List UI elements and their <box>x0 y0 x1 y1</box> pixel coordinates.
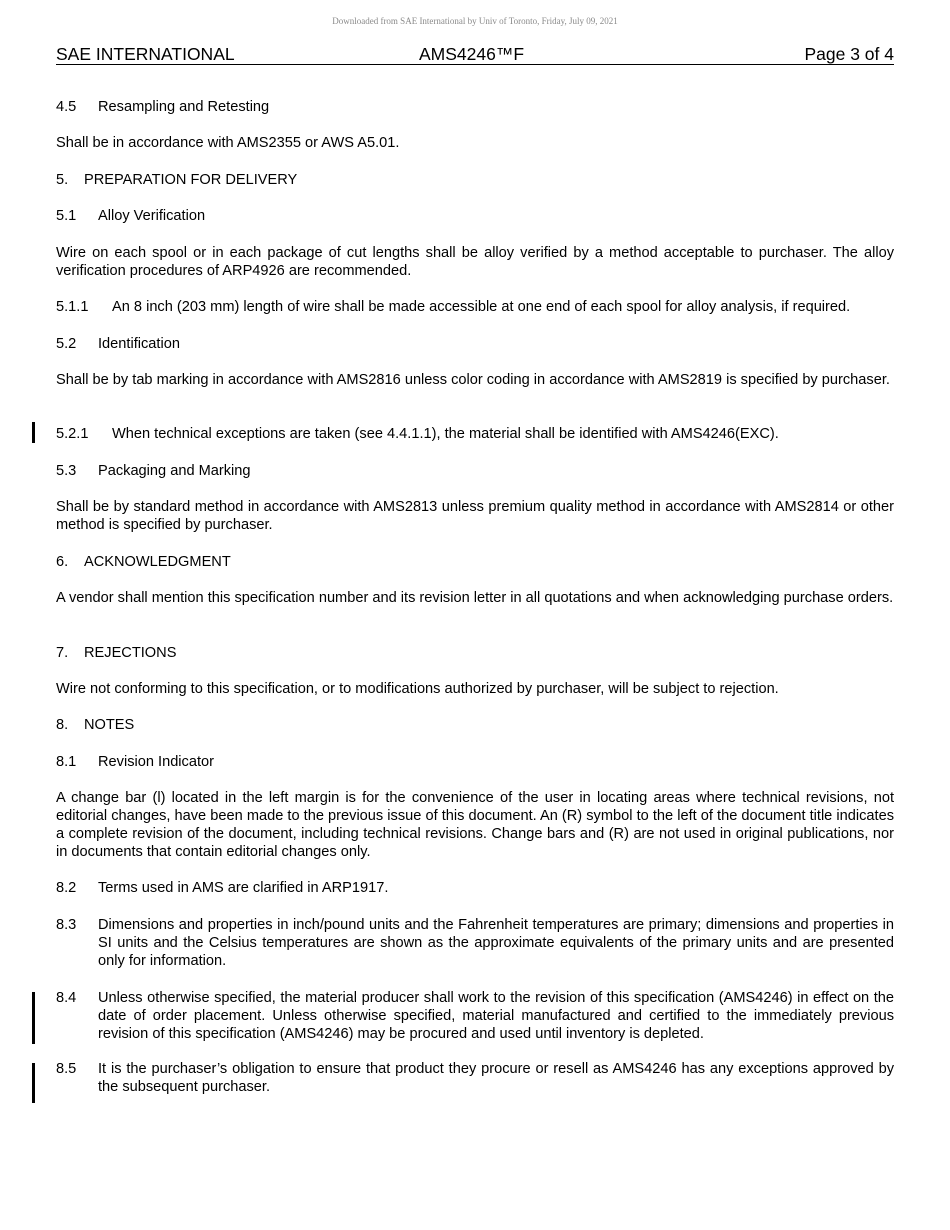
section-number: 8.4 <box>56 990 77 1006</box>
section-number: 8. <box>56 717 69 733</box>
change-bar <box>32 992 35 1044</box>
para-7: Wire not conforming to this specification, or to modifications authorized by purchaser, will be subject to rejection. <box>56 681 779 697</box>
section-text: An 8 inch (203 mm) length of wire shall be made accessible at one end of each spool for alloy analysis, if required. <box>112 299 851 315</box>
section-number: 5. <box>56 172 69 188</box>
change-bar <box>32 1063 35 1103</box>
section-text: Terms used in AMS are clarified in ARP1917. <box>98 880 389 896</box>
para-8-2 <box>56 879 894 897</box>
para-6: A vendor shall mention this specification number and its revision letter in all quotations and when acknowledging purchase orders. <box>56 590 894 606</box>
section-text: Unless otherwise specified, the material producer shall work to the revision of this specification (AMS4246) in effect on the date of order placement. Unless otherwise specified, material manufactured and certified to the immediately previous revision of this specification (AMS4246) may be procured and used until inventory is depleted. <box>98 990 894 1042</box>
para-4-5: Shall be in accordance with AMS2355 or AWS A5.01. <box>56 135 400 151</box>
para-5-1-1 <box>56 298 894 316</box>
section-title: Alloy Verification <box>98 208 206 224</box>
heading-5 <box>56 171 894 189</box>
section-title: PREPARATION FOR DELIVERY <box>84 172 298 188</box>
para-5-1: Wire on each spool or in each package of cut lengths shall be alloy verified by a method acceptable to purchaser. The alloy verification procedures of ARP4926 are recommended. <box>56 245 894 279</box>
section-number: 8.1 <box>56 754 77 770</box>
section-number: 5.1 <box>56 208 77 224</box>
header-org: SAE INTERNATIONAL <box>56 44 235 64</box>
section-text: When technical exceptions are taken (see 4.4.1.1), the material shall be identified with AMS4246(EXC). <box>112 426 779 442</box>
para-5-2-1 <box>56 425 894 443</box>
section-title: Resampling and Retesting <box>98 99 270 115</box>
heading-7 <box>56 644 894 662</box>
heading-8-1 <box>56 753 894 771</box>
section-number: 5.3 <box>56 463 77 479</box>
section-title: ACKNOWLEDGMENT <box>84 554 231 570</box>
section-title: Identification <box>98 336 180 352</box>
para-8-4 <box>56 989 894 1043</box>
page-header <box>56 44 894 65</box>
header-doc-number: AMS4246™F <box>419 44 525 64</box>
section-number: 4.5 <box>56 99 77 115</box>
header-page-number: Page 3 of 4 <box>804 44 894 64</box>
para-5-2: Shall be by tab marking in accordance with AMS2816 unless color coding in accordance with AMS2819 is specified by purchaser. <box>56 372 890 388</box>
section-number: 5.1.1 <box>56 299 89 315</box>
section-title: Packaging and Marking <box>98 463 251 479</box>
section-number: 6. <box>56 554 69 570</box>
heading-5-3 <box>56 462 894 480</box>
heading-5-1 <box>56 207 894 225</box>
heading-8 <box>56 716 894 734</box>
section-number: 8.2 <box>56 880 77 896</box>
section-text: Dimensions and properties in inch/pound units and the Fahrenheit temperatures are primary; dimensions and properties in SI units and the Celsius temperatures are shown as the approximate equivalents of the primary units and are presented only for information. <box>98 917 894 969</box>
section-number: 5.2.1 <box>56 426 89 442</box>
download-watermark: Downloaded from SAE International by Univ of Toronto, Friday, July 09, 2021 <box>332 16 618 26</box>
section-number: 8.5 <box>56 1061 77 1077</box>
heading-5-2 <box>56 335 894 353</box>
para-8-5 <box>56 1060 894 1096</box>
para-8-1: A change bar (l) located in the left margin is for the convenience of the user in locating areas where technical revisions, not editorial changes, have been made to the previous issue of this document. An (R) symbol to the left of the document title indicates a complete revision of the document, including technical revisions. Change bars and (R) are not used in original publications, nor in documents that contain editorial changes only. <box>56 790 894 860</box>
change-bar <box>32 422 35 443</box>
section-title: Revision Indicator <box>98 754 214 770</box>
section-number: 8.3 <box>56 917 77 933</box>
heading-6 <box>56 553 894 571</box>
section-text: It is the purchaser’s obligation to ensure that product they procure or resell as AMS4246 has any exceptions approved by the subsequent purchaser. <box>98 1061 894 1095</box>
section-title: NOTES <box>84 717 135 733</box>
section-title: REJECTIONS <box>84 645 177 661</box>
para-8-3 <box>56 916 894 970</box>
section-number: 5.2 <box>56 336 77 352</box>
para-5-3: Shall be by standard method in accordance with AMS2813 unless premium quality method in accordance with AMS2814 or other method is specified by purchaser. <box>56 499 894 533</box>
section-number: 7. <box>56 645 69 661</box>
heading-4-5 <box>56 98 894 116</box>
